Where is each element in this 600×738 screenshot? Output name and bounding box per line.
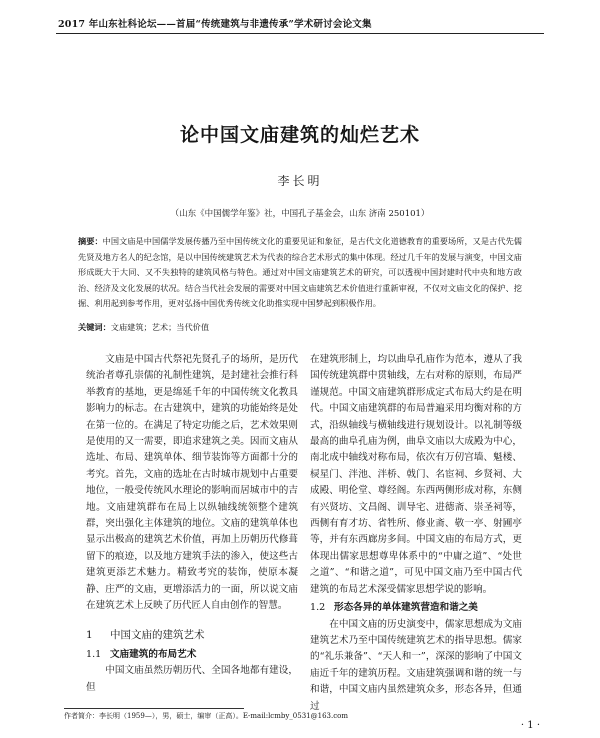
body-paragraph: 中国文庙虽然历朝历代、全国各地都有建设，但 bbox=[86, 665, 298, 693]
right-column bbox=[310, 352, 522, 715]
intro-paragraph: 文庙是中国古代祭祀先贤孔子的场所，是历代统治者尊孔崇儒的礼制性建筑，是封建社会推行科举教育的基地，更是绵延千年的中国传统文化教具影响力的标志。在古建筑中，建筑的功能始终是处在第一位的。在满足了特定功能之后，艺术效果则是使用的又一需要，即追求建筑之美。因而文庙从选址、布局、建筑单体、细节装饰等方面都十分的考究。首先，文庙的选址在古时城市规划中占重要地位，一般受传统风水理论的影响而居城市中的吉地。文庙建筑群布在局上以纵轴线统领整个建筑群，突出强化主体建筑的地位。文庙的建筑单体也显示出极高的建筑艺术价值，再加上历朝历代修葺留下的痕迹，以及地方建筑手法的渗入，使这些古建筑更添艺术魅力。精致考究的装饰，使原本凝静、庄严的文庙，更增添活力的一面，所以说文庙在建筑艺术上反映了历代匠人自由创作的智慧。 bbox=[86, 354, 298, 612]
subsection-number: 1.2 bbox=[310, 602, 326, 614]
subsection-number: 1.1 bbox=[86, 648, 102, 660]
page-number: · 1 · bbox=[520, 720, 540, 731]
paper-title: 论中国文庙建筑的灿烂艺术 bbox=[179, 124, 420, 146]
abstract-text: 中国文庙是中国儒学发展传播乃至中国传统文化的重要见证和象征，是古代文化道德教育的重要场所，又是古代先儒先贤及地方名人的纪念馆，是以中国传统建筑艺术为代表的综合艺术形式的集中体现。经过几千年的发展与演变，中国文庙形成既大于大同、又不失独特的建筑风格与特色。通过对中国文庙建筑艺术的研究，可以透视中国封建时代中央和地方政治、经济及文化发展的状况。结合当代社会发展的需要对中国文庙建筑艺术价值进行重新审视，不仅对文庙文化的保护、挖掘、利用起到参考作用，更对弘扬中国优秀传统文化助推实现中国梦起到积极作用。 bbox=[78, 236, 522, 308]
subsection-heading bbox=[310, 600, 522, 616]
running-head: 2017 年山东社科论坛——首届“传统建筑与非遗传承”学术研讨会论文集 bbox=[58, 19, 372, 30]
abstract bbox=[78, 234, 522, 312]
body-paragraph: 在建筑形制上，均以曲阜孔庙作为范本，遵从了我国传统建筑群中贯轴线，左右对称的原则，布局严谨规范。中国文庙建筑群形成定式布局大约是在明代。中国文庙建筑群的布局普遍采用均衡对称的方式，沿纵轴线与横轴线进行规划设计。以礼制等级最高的曲阜孔庙为例，曲阜文庙以大成殿为中心，南北成中轴线对称布局，依次有万仞宫墙、魁楼、棂星门、泮池、泮桥、戟门、名宦祠、乡贤祠、大成殿、明伦堂、尊经阁。东西两侧形成对称，东侧有兴贤坊、文昌阁、训导宅、进德斋、崇圣祠等，西侧有育才坊、省牲所、修业斋、敬一亭、射圃亭等，并有东西廊房多间。中国文庙的布局方式，更体现出儒家思想尊卑体系中的“中庸之道”、“处世之道”、“和谐之道”，可见中国文庙乃至中国古代建筑的布局艺术深受儒家思想学说的影响。 bbox=[310, 354, 522, 595]
subsection-title: 文庙建筑的布局艺术 bbox=[110, 648, 197, 660]
left-column bbox=[86, 352, 298, 696]
keywords-text: 文庙建筑；艺术；当代价值 bbox=[110, 322, 210, 332]
header-rule bbox=[56, 33, 544, 34]
affiliation: （山东《中国儒学年鉴》社，中国孔子基金会，山东 济南 250101） bbox=[170, 209, 430, 219]
section-number: 1 bbox=[86, 628, 93, 641]
keywords-label: 关键词： bbox=[78, 322, 111, 332]
subsection-heading bbox=[86, 647, 298, 663]
author-footnote: 作者简介：李长明（1959—），男，硕士，编审（正高）。E-mail:lcmby_0531@163.com bbox=[64, 712, 348, 720]
section-heading bbox=[86, 627, 298, 643]
section-title: 中国文庙的建筑艺术 bbox=[110, 628, 205, 641]
body-paragraph: 在中国文庙的历史演变中，儒家思想成为文庙建筑艺术乃至中国传统建筑艺术的指导思想。儒家的“礼乐兼备”、“天人和一”，深深的影响了中国文庙近千年的建筑历程。文庙建筑强调和谐的统一与和谐，中国文庙内虽然建筑众多，形态各异，但通过 bbox=[310, 618, 522, 712]
abstract-label: 摘要： bbox=[78, 236, 103, 246]
author-name: 李长明 bbox=[277, 174, 323, 188]
footnote-rule bbox=[64, 708, 244, 709]
keywords bbox=[78, 322, 522, 333]
subsection-title: 形态各异的单体建筑营造和谐之美 bbox=[334, 602, 478, 614]
